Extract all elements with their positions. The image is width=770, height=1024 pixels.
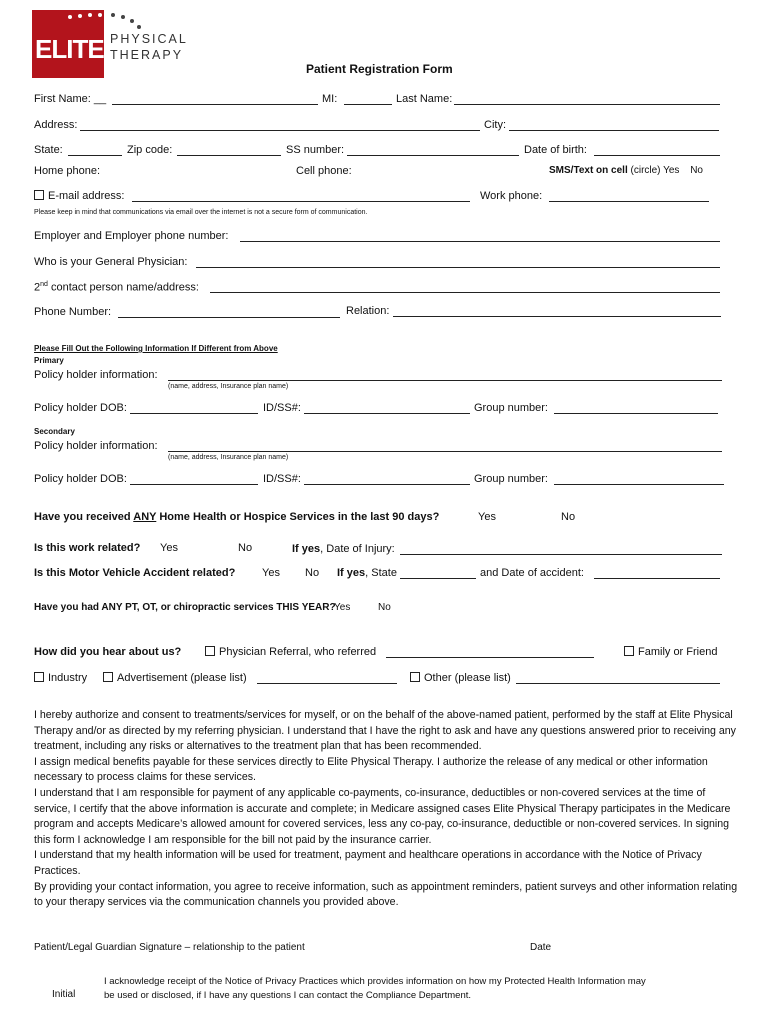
family-friend-checkbox[interactable]: [624, 646, 634, 656]
primary-dob-label: Policy holder DOB:: [34, 402, 127, 414]
primary-dob-field[interactable]: [130, 413, 258, 414]
accident-date-field[interactable]: [594, 578, 720, 579]
work-related-question: Is this work related?: [34, 542, 141, 554]
logo-dot: [130, 19, 134, 23]
cell-phone-label: Cell phone:: [296, 165, 352, 177]
relation-field[interactable]: [393, 316, 721, 317]
if-yes-label: If yes: [337, 567, 366, 579]
primary-holder-info-field[interactable]: [168, 380, 722, 381]
injury-date-field[interactable]: [400, 554, 722, 555]
address-label: Address:: [34, 119, 78, 131]
secondary-holder-hint: (name, address, Insurance plan name): [168, 454, 289, 461]
second-contact-field[interactable]: [210, 292, 720, 293]
motor-vehicle-question: Is this Motor Vehicle Accident related?: [34, 567, 236, 579]
physician-referral-label: Physician Referral, who referred: [219, 646, 377, 658]
other-field[interactable]: [516, 683, 720, 684]
consent-paragraph: I assign medical benefits payable for these services directly to Elite Physical Therapy. I authorize the release of any medical or other information necessary to process claims for these services.: [34, 755, 708, 784]
industry-label: Industry: [48, 672, 88, 684]
logo-dot: [98, 13, 102, 17]
primary-group-label: Group number:: [474, 402, 548, 414]
physician-referral-checkbox[interactable]: [205, 646, 215, 656]
logo-therapy: THERAPY: [110, 48, 184, 62]
secondary-dob-label: Policy holder DOB:: [34, 473, 127, 485]
accident-state-label: [337, 567, 397, 579]
phone-number-label: Phone Number:: [34, 306, 112, 318]
dob-label: Date of birth:: [524, 144, 587, 156]
logo-dot: [78, 14, 82, 18]
primary-holder-info-label: Policy holder information:: [34, 369, 158, 381]
mi-field[interactable]: [344, 104, 392, 105]
city-label: City:: [484, 119, 506, 131]
other-checkbox[interactable]: [410, 672, 420, 682]
secondary-label: Secondary: [34, 427, 75, 436]
physician-referral-option[interactable]: [205, 646, 376, 658]
state-field[interactable]: [68, 155, 122, 156]
state-label: State:: [34, 144, 63, 156]
last-name-field[interactable]: [454, 104, 720, 105]
primary-holder-hint: (name, address, Insurance plan name): [168, 383, 289, 390]
work-phone-label: Work phone:: [480, 190, 543, 202]
sms-label: SMS/Text on cell: [549, 165, 628, 176]
advertisement-label: Advertisement (please list): [117, 672, 247, 684]
family-friend-option[interactable]: [624, 646, 717, 658]
email-field[interactable]: [132, 201, 470, 202]
home-health-no[interactable]: No: [561, 511, 576, 523]
employer-field[interactable]: [240, 241, 720, 242]
physician-label: Who is your General Physician:: [34, 256, 188, 268]
referral-question: How did you hear about us?: [34, 646, 182, 658]
home-health-post: Home Health or Hospice Services in the last 90 days?: [156, 511, 440, 523]
logo-physical: PHYSICAL: [110, 32, 188, 46]
injury-date-label: [292, 543, 395, 555]
sms-text-option[interactable]: [549, 165, 703, 176]
home-health-any: ANY: [133, 511, 157, 523]
date-label: Date: [530, 942, 552, 953]
email-notice: Please keep in mind that communications via email over the internet is not a secure form of communication.: [34, 209, 368, 216]
ss-label: SS number:: [286, 144, 345, 156]
logo-red-box: [32, 10, 104, 78]
zip-label: Zip code:: [127, 144, 173, 156]
logo-dot: [111, 13, 115, 17]
work-related-yes[interactable]: Yes: [160, 542, 178, 554]
phone-number-field[interactable]: [118, 317, 340, 318]
secondary-group-label: Group number:: [474, 473, 548, 485]
secondary-holder-info-field[interactable]: [168, 451, 722, 452]
accident-state-field[interactable]: [400, 578, 476, 579]
physician-referral-field[interactable]: [386, 657, 594, 658]
ss-field[interactable]: [347, 155, 519, 156]
primary-id-field[interactable]: [304, 413, 470, 414]
home-health-pre: Have you received: [34, 511, 134, 523]
if-yes-label: If yes: [292, 543, 321, 555]
sms-no[interactable]: No: [690, 165, 703, 176]
injury-date-text: , Date of Injury:: [320, 543, 395, 555]
consent-paragraph: I understand that my health information will be used for treatment, payment and healthcare operations in accordance with the Notice of Privacy Practices.: [34, 849, 702, 877]
form-title: Patient Registration Form: [306, 62, 453, 76]
advertisement-checkbox[interactable]: [103, 672, 113, 682]
sms-yes[interactable]: (circle) Yes: [630, 165, 680, 176]
acknowledge-line-1: I acknowledge receipt of the Notice of Privacy Practices which provides information on how my Protected Health Information may: [104, 976, 646, 987]
secondary-id-label: ID/SS#:: [263, 473, 301, 485]
second-contact-num: 2: [34, 281, 41, 294]
advertisement-field[interactable]: [257, 683, 397, 684]
zip-field[interactable]: [177, 155, 281, 156]
second-contact-label: [34, 281, 199, 294]
logo-dot: [88, 13, 92, 17]
primary-group-field[interactable]: [554, 413, 718, 414]
motor-vehicle-yes[interactable]: Yes: [262, 567, 280, 579]
insurance-heading: Please Fill Out the Following Information If Different from Above: [34, 344, 278, 353]
dob-field[interactable]: [594, 155, 720, 156]
other-label: Other (please list): [424, 672, 511, 684]
consent-paragraph: I understand that I am responsible for payment of any applicable co-payments, co-insurance, deductibles or non-covered services at the time of service, I certify that the above information is accurate and complete; in Medicare assigned cases Elite Physical Therapy participates in the Medicare program and accepts Medicare’s allowed amount for covered services, less any co-pay, co-insurance, deductible or non-covered services. In signing this form I acknowledge I am responsible for the bill not paid by the insurance carrier.: [34, 786, 731, 846]
relation-label: Relation:: [346, 305, 390, 317]
second-contact-sup: nd: [40, 281, 48, 288]
home-health-yes[interactable]: Yes: [478, 511, 496, 523]
secondary-group-field[interactable]: [554, 484, 724, 485]
industry-checkbox[interactable]: [34, 672, 44, 682]
primary-label: Primary: [34, 356, 64, 365]
other-option[interactable]: [410, 672, 511, 684]
pt-ot-yes[interactable]: Yes: [334, 602, 351, 613]
secondary-id-field[interactable]: [304, 484, 470, 485]
last-name-label: Last Name:: [396, 93, 453, 105]
industry-option[interactable]: [34, 672, 87, 684]
consent-paragraph: I hereby authorize and consent to treatments/services for myself, or on the behalf of the above-named patient, performed by the staff at Elite Physical Therapy and/or as directed by my referring physician. I understand that I have the right to ask and have any questions answered prior to receiving any treatment, including any risks or alternatives to the treatment plan that has been recommended.: [34, 709, 736, 753]
home-phone-label: Home phone:: [34, 165, 101, 177]
email-label: E-mail address:: [48, 190, 125, 202]
consent-text: [34, 708, 738, 911]
signature-label: Patient/Legal Guardian Signature – relationship to the patient: [34, 942, 305, 953]
secondary-holder-info-label: Policy holder information:: [34, 440, 158, 452]
second-contact-text: contact person name/address:: [47, 281, 199, 294]
address-field[interactable]: [80, 130, 480, 131]
email-row[interactable]: [34, 190, 124, 202]
work-phone-field[interactable]: [549, 201, 709, 202]
employer-label: Employer and Employer phone number:: [34, 230, 229, 242]
city-field[interactable]: [509, 130, 719, 131]
logo-dot: [121, 15, 125, 19]
consent-paragraph: By providing your contact information, you agree to receive information, such as appointment reminders, patient surveys and other information relating to your therapy services via the communication channels you provided above.: [34, 880, 738, 909]
accident-state-text: , State: [365, 567, 397, 579]
logo-dot: [137, 25, 141, 29]
work-related-no[interactable]: No: [238, 542, 253, 554]
primary-id-label: ID/SS#:: [263, 402, 301, 414]
logo-dot: [68, 15, 72, 19]
family-friend-label: Family or Friend: [638, 646, 718, 658]
accident-date-label: and Date of accident:: [480, 567, 584, 579]
first-name-label: First Name: __: [34, 93, 107, 105]
elite-logo: [32, 10, 192, 80]
motor-vehicle-no[interactable]: No: [305, 567, 320, 579]
advertisement-option[interactable]: [103, 672, 247, 684]
pt-ot-no[interactable]: No: [378, 602, 391, 613]
first-name-field[interactable]: [112, 104, 318, 105]
initial-label: Initial: [52, 989, 76, 1000]
mi-label: MI:: [322, 93, 338, 105]
secondary-dob-field[interactable]: [130, 484, 258, 485]
physician-field[interactable]: [196, 267, 720, 268]
pt-ot-question: Have you had ANY PT, OT, or chiropractic services THIS YEAR?: [34, 602, 336, 613]
acknowledge-line-2: be used or disclosed, if I have any questions I can contact the Compliance Department.: [104, 990, 472, 1001]
email-checkbox[interactable]: [34, 190, 44, 200]
home-health-question: [34, 511, 439, 523]
logo-brand: ELITE: [35, 34, 104, 64]
